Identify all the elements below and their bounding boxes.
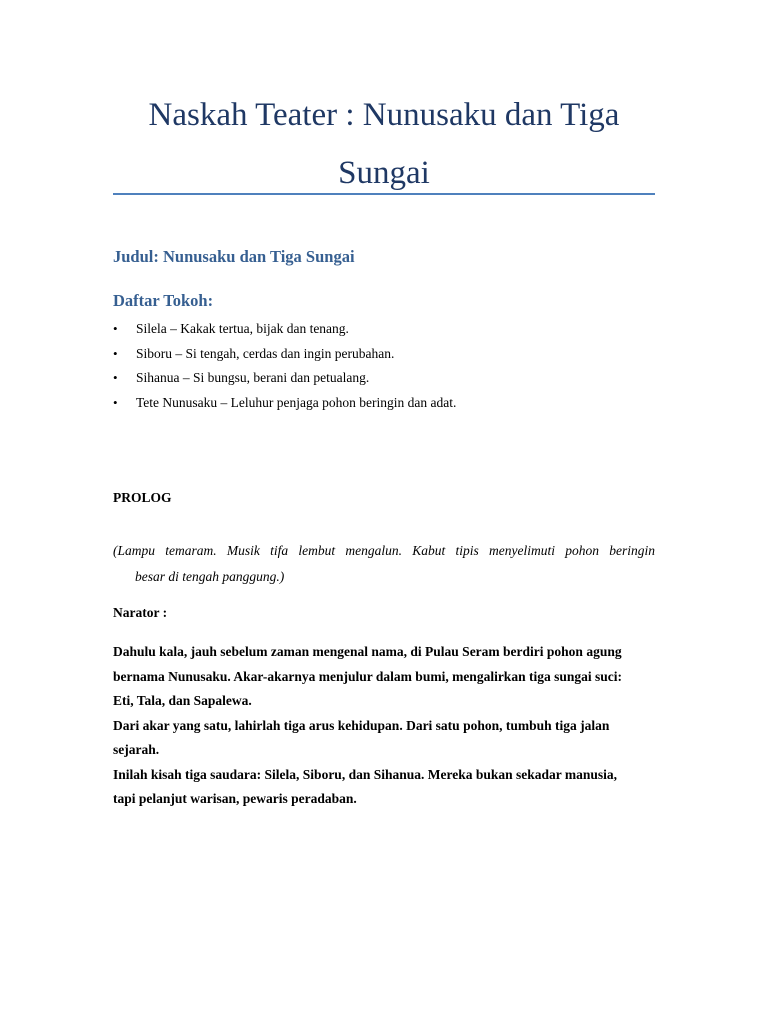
cast-list — [113, 317, 655, 416]
bullet-icon: • — [113, 321, 118, 336]
stage-direction — [113, 538, 655, 590]
bullet-icon: • — [113, 395, 118, 411]
narration-paragraph — [113, 640, 655, 812]
bullet-icon: • — [113, 345, 118, 361]
title-line-2: Sungai — [338, 155, 430, 191]
cast-list-item — [113, 342, 655, 367]
narration-line: Eti, Tala, dan Sapalewa. — [113, 693, 252, 708]
stage-direction-line-1: (Lampu temaram. Musik tifa lembut mengalun. Kabut tipis menyelimuti pohon beringin — [113, 543, 655, 558]
narator-label: Narator : — [113, 605, 168, 620]
title-underline-rule — [113, 193, 655, 195]
stage-direction-line-2: besar di tengah panggung.) — [135, 569, 285, 584]
title-line-1: Naskah Teater : Nunusaku dan Tiga — [148, 97, 620, 133]
document-title — [113, 86, 655, 202]
narration-line: bernama Nunusaku. Akar-akarnya menjulur dalam bumi, mengalirkan tiga sungai suci: — [113, 668, 622, 684]
narration-line: tapi pelanjut warisan, pewaris peradaban. — [113, 791, 357, 806]
cast-entry-text: Tete Nunusaku – Leluhur penjaga pohon beringin dan adat. — [136, 395, 457, 411]
judul-heading: Judul: Nunusaku dan Tiga Sungai — [113, 247, 355, 266]
cast-entry-text: Silela – Kakak tertua, bijak dan tenang. — [136, 321, 349, 336]
narration-line: Dari akar yang satu, lahirlah tiga arus kehidupan. Dari satu pohon, tumbuh tiga jalan — [113, 717, 610, 733]
bullet-icon: • — [113, 370, 118, 386]
cast-list-item — [113, 317, 655, 342]
cast-entry-text: Siboru – Si tengah, cerdas dan ingin perubahan. — [136, 345, 395, 361]
daftar-tokoh-heading: Daftar Tokoh: — [113, 291, 214, 310]
cast-entry-text: Sihanua – Si bungsu, berani dan petualang. — [136, 370, 370, 386]
cast-list-item — [113, 391, 655, 416]
narration-line: sejarah. — [113, 742, 160, 757]
narration-line: Dahulu kala, jauh sebelum zaman mengenal nama, di Pulau Seram berdiri pohon agung — [113, 644, 622, 659]
narration-line: Inilah kisah tiga saudara: Silela, Siboru, dan Sihanua. Mereka bukan sekadar manusia, — [113, 766, 618, 782]
cast-list-item — [113, 366, 655, 391]
prolog-heading: PROLOG — [113, 490, 172, 505]
